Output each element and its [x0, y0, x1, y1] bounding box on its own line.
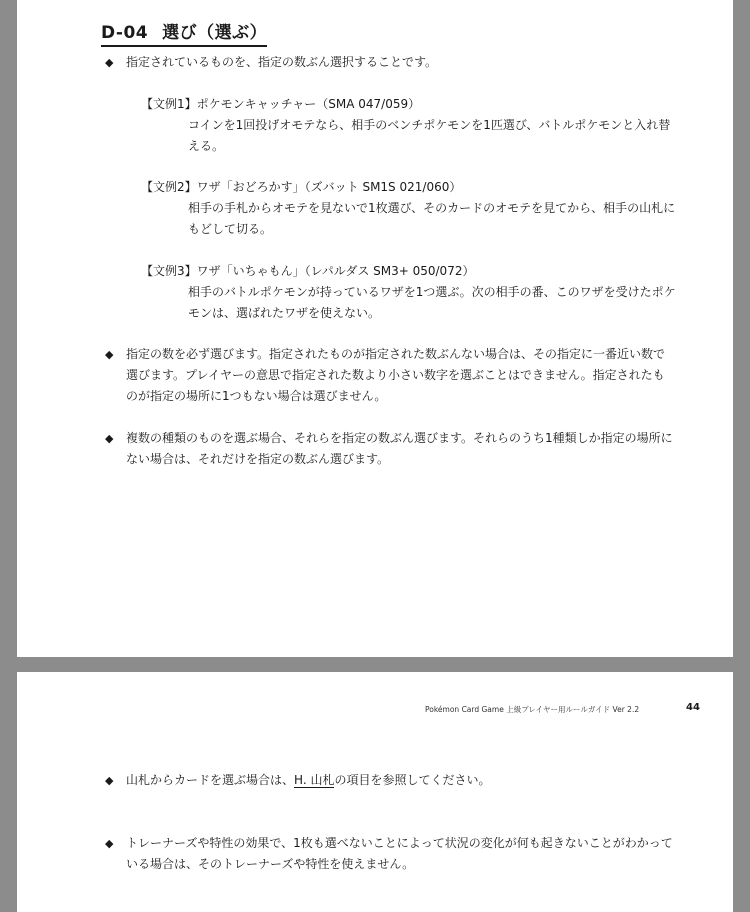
example-body: コインを1回投げオモテなら、相手のベンチポケモンを1匹選び、バトルポケモンと入れ替える。 [188, 118, 671, 153]
example-3 [141, 261, 681, 324]
example-body: 相手の手札からオモテを見ないで1枚選び、そのカードのオモテを見てから、相手の山札にもどして切る。 [188, 201, 676, 236]
example-heading [141, 177, 681, 198]
bullet-diamond-icon: ◆ [105, 774, 114, 787]
example-2 [141, 177, 681, 240]
bullet-diamond-icon: ◆ [105, 432, 114, 445]
bullet-text-pre: 山札からカードを選ぶ場合は、 [126, 773, 295, 787]
cross-reference-link[interactable]: H. 山札 [294, 773, 335, 787]
page-number: 44 [686, 702, 700, 713]
document-page-1 [17, 0, 733, 657]
bullet-text: 指定の数を必ず選びます。指定されたものが指定された数ぶんない場合は、その指定に一番近い数で選びます。プレイヤーの意思で指定された数より小さい数字を選ぶことはできません。指定されたものが指定の場所に1つもない場合は選びません。 [126, 347, 666, 403]
example-label: 【文例3】 [141, 264, 197, 278]
example-heading [141, 94, 681, 115]
section-name: 選び（選ぶ） [162, 23, 268, 43]
example-body: 相手のバトルポケモンが持っているワザを1つ選ぶ。次の相手の番、このワザを受けたポケモンは、選ばれたワザを使えない。 [188, 285, 676, 320]
bullet-deck-reference [105, 770, 675, 791]
example-title: ポケモンキャッチャー（SMA 047/059） [196, 97, 421, 111]
bullet-text: トレーナーズや特性の効果で、1枚も選べないことによって状況の変化が何も起きないことがわかっている場合は、そのトレーナーズや特性を使えません。 [126, 836, 673, 871]
example-title: ワザ「おどろかす」（ズバット SM1S 021/060） [196, 180, 462, 194]
section-code: D-04 [101, 23, 149, 43]
bullet-required-count [105, 344, 675, 407]
document-page-2 [17, 672, 733, 912]
example-1 [141, 94, 681, 157]
bullet-cannot-use [105, 833, 675, 875]
section-title [101, 22, 267, 47]
example-label: 【文例2】 [141, 180, 197, 194]
example-heading [141, 261, 681, 282]
example-title: ワザ「いちゃもん」（レパルダス SM3+ 050/072） [196, 264, 475, 278]
example-label: 【文例1】 [141, 97, 197, 111]
bullet-definition [105, 52, 675, 73]
bullet-text [126, 770, 675, 791]
bullet-multiple-kinds [105, 428, 675, 470]
bullet-text: 指定されているものを、指定の数ぶん選択することです。 [126, 55, 438, 69]
bullet-text-post: の項目を参照してください。 [334, 773, 491, 787]
bullet-text: 複数の種類のものを選ぶ場合、それらを指定の数ぶん選びます。それらのうち1種類しか指定の場所にない場合は、それだけを指定の数ぶん選びます。 [126, 431, 673, 466]
bullet-diamond-icon: ◆ [105, 837, 114, 850]
bullet-diamond-icon: ◆ [105, 348, 114, 361]
bullet-diamond-icon: ◆ [105, 56, 114, 69]
running-header: Pokémon Card Game 上級プレイヤー用ルールガイド Ver 2.2 [425, 705, 640, 714]
